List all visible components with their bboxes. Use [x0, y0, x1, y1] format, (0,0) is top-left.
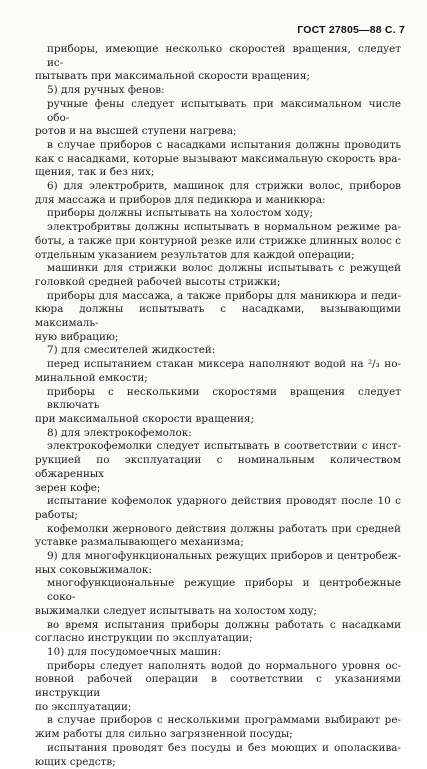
text-line: при максимальной скорости вращения;	[35, 412, 254, 425]
text-line: приборы с несколькими скоростями вращения следует включать	[47, 385, 401, 412]
text-line: минальной емкости;	[35, 371, 148, 384]
text-line: приборы, имеющие несколько скоростей вращения, следует ис-	[47, 43, 401, 69]
text-line: приборы следует наполнять водой до нормального уровня ос-	[47, 659, 401, 672]
text-line: согласно инструкции по эксплуатации;	[35, 632, 253, 645]
text-line: приборы для массажа, а также приборы для маникюра и педи-	[47, 289, 401, 302]
text-line: машинки для стрижки волос должны испытывать с режущей	[47, 262, 401, 275]
text-line: 8) для электрокофемолок:	[47, 426, 192, 439]
text-line: по эксплуатации;	[35, 700, 132, 713]
text-line: ных соковыжималок:	[35, 563, 152, 576]
text-line: в случае приборов с несколькими программами выбирают ре-	[47, 714, 401, 727]
text-line: 9) для многофункциональных режущих приборов и центробеж-	[47, 550, 401, 563]
text-line: ющих средств;	[35, 755, 116, 768]
text-line: рукцией по эксплуатации с номинальным количеством обжаренных	[35, 454, 401, 480]
text-line: уставке размалывающего механизма;	[35, 536, 244, 549]
text-line: испытания проводят без посуды и без моющих и ополаскива-	[47, 741, 401, 754]
text-line: как с насадками, которые вызывают максимальную скорость вра-	[35, 152, 401, 165]
text-line: работы;	[35, 508, 78, 521]
text-line: головкой средней рабочей высоты стрижки;	[35, 275, 281, 288]
text-line: ротов и на высшей ступени нагрева;	[35, 125, 237, 138]
text-line: электробритвы должны испытывать в нормальном режиме ра-	[47, 221, 401, 234]
text-line: испытание кофемолок ударного действия проводят после 10 с	[47, 495, 401, 508]
text-line: электрокофемолки следует испытывать в соответствии с инст-	[47, 440, 401, 453]
text-line: во время испытания приборы должны работать с насадками	[47, 618, 401, 631]
text-line: новной рабочей операции в соответствии с указаниями инструкции	[35, 673, 401, 700]
text-line: кофемолки жернового действия должны работать при средней	[47, 522, 401, 535]
text-line: жим работы для сильно загрязненной посуды;	[35, 728, 293, 741]
text-line: отдельным указанием результатов для каждой операции;	[35, 248, 355, 261]
text-line: выжималки следует испытывать на холостом ходу;	[35, 604, 317, 617]
text-line: пытывать при максимальной скорости вращения;	[35, 70, 310, 83]
text-line: 7) для смесителей жидкостей:	[47, 344, 216, 357]
page-header: ГОСТ 27805—88 С. 7	[297, 24, 405, 36]
text-line: в случае приборов с насадками испытания должны проводить	[47, 138, 401, 151]
text-line: ручные фены следует испытывать при максимальном числе обо-	[47, 97, 401, 124]
text-line: кюра должны испытывать с насадками, вызывающими максималь-	[35, 303, 401, 330]
text-line: боты, а также при контурной резке или стрижке длинных волос с	[35, 234, 401, 247]
text-line: 5) для ручных фенов:	[47, 84, 165, 97]
text-line: щения, так и без них;	[35, 166, 155, 179]
text-line: 10) для посудомоечных машин:	[47, 645, 222, 658]
text-line: многофункциональные режущие приборы и центробежные соко-	[47, 577, 401, 604]
text-line: для массажа и приборов для педикюра и маникюра:	[35, 193, 326, 206]
text-line: приборы должны испытывать на холостом ходу;	[47, 207, 313, 220]
text-line: 6) для электробритв, машинок для стрижки волос, приборов	[47, 180, 401, 193]
text-line: перед испытанием стакан миксера наполняют водой на ²/₃ но-	[47, 358, 401, 371]
text-line: ную вибрацию;	[35, 330, 119, 343]
document-body	[35, 43, 401, 769]
text-line: зерен кофе;	[35, 481, 101, 494]
